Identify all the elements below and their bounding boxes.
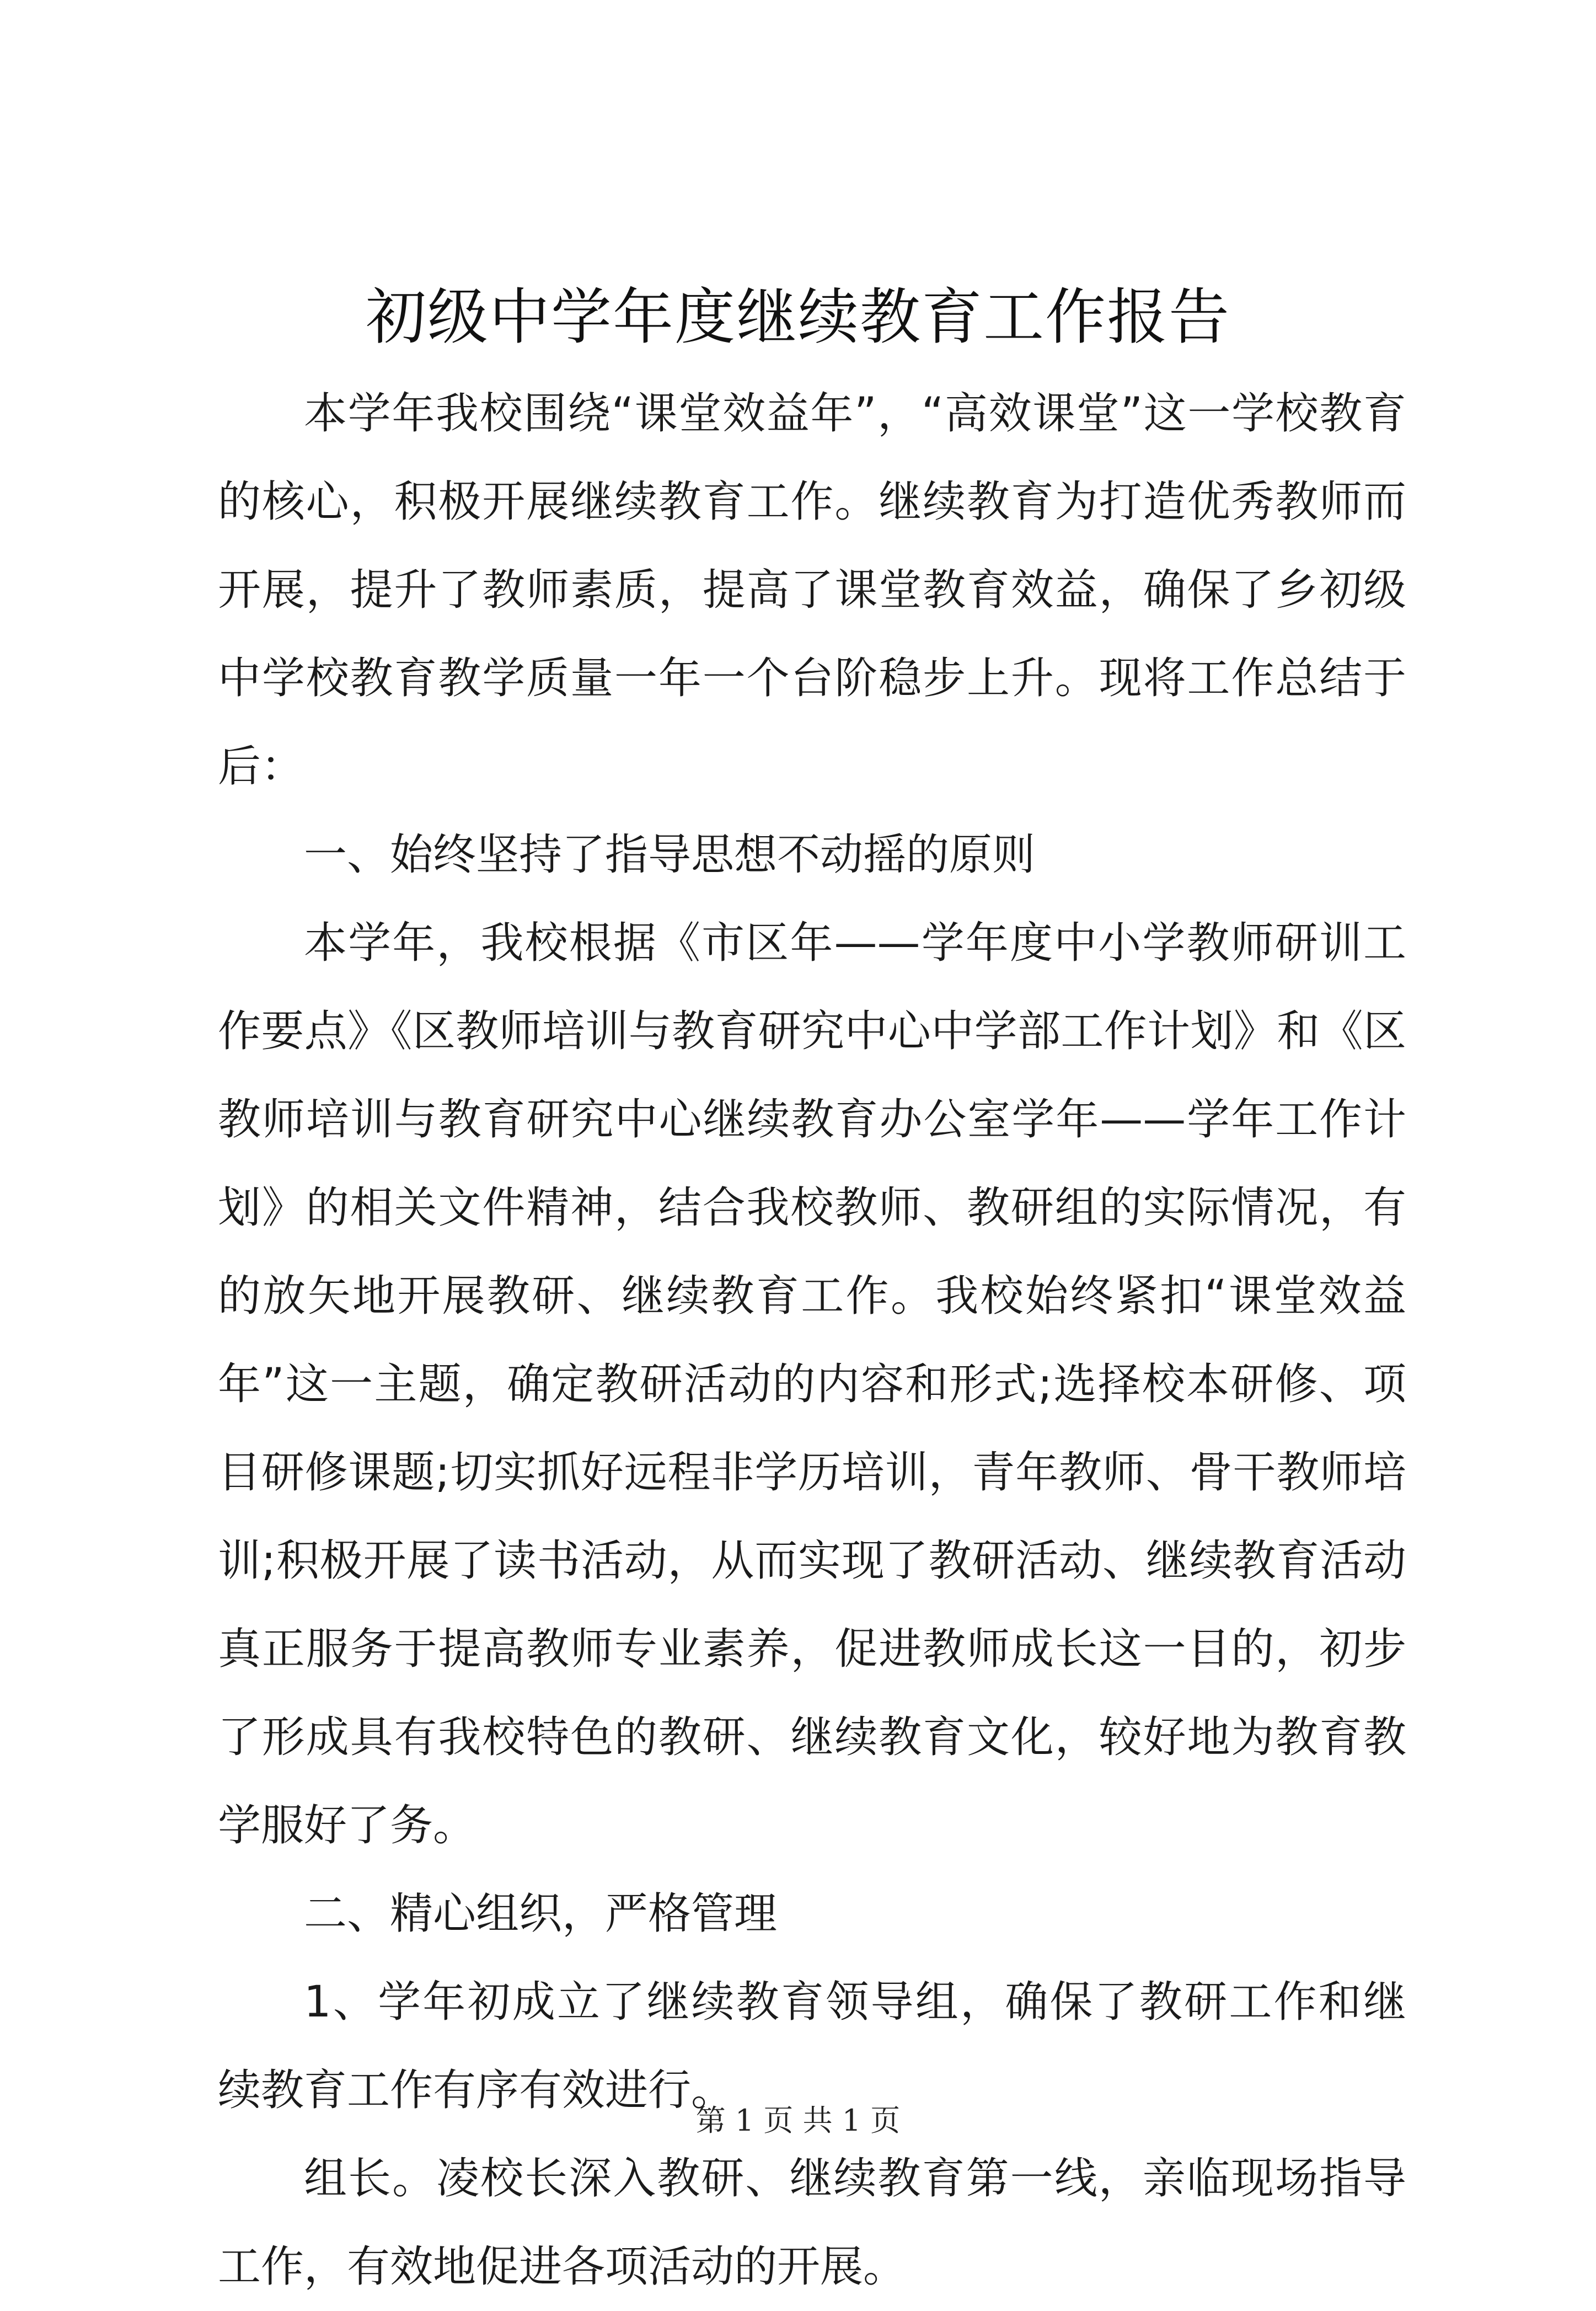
section-heading-1: 一、始终坚持了指导思想不动摇的原则: [304, 830, 1036, 880]
paragraph-section-1: 本学年，我校根据《市区年——学年度中小学教师研训工作要点》《区教师培训与教育研究中心中学部工作计划》和《区教师培训与教育研究中心继续教育办公室学年——学年工作计划》的相关文件精神，结合我校教师、教研组的实际情况，有的放矢地开展教研、继续教育工作。我校始终紧扣“课堂效益年”这一主题，确定教研活动的内容和形式;选择校本研修、项目研修课题;切实抓好远程非学历培训，青年教师、骨干教师培训;积极开展了读书活动，从而实现了教研活动、继续教育活动真正服务于提高教师专业素养，促进教师成长这一目的，初步了形成具有我校特色的教研、继续教育文化，较好地为教育教学服好了务。: [218, 918, 1407, 1850]
document-body: [218, 370, 1406, 2311]
paragraph-group-leader: 组长。凌校长深入教研、继续教育第一线，亲临现场指导工作，有效地促进各项活动的开展。: [218, 2154, 1406, 2292]
paragraph-item-1: 1、学年初成立了继续教育领导组，确保了教研工作和继续教育工作有序有效进行。: [218, 1977, 1406, 2115]
page-footer: 第 1 页 共 1 页: [695, 2103, 901, 2138]
paragraph-intro: 本学年我校围绕“课堂效益年”，“高效课堂”这一学校教育的核心，积极开展继续教育工作。继续教育为打造优秀教师而开展，提升了教师素质，提高了课堂教育效益，确保了乡初级中学校教育教学质量一年一个台阶稳步上升。现将工作总结于后：: [218, 389, 1406, 791]
section-heading-2: 二、精心组织，严格管理: [304, 1889, 778, 1939]
document-title: 初级中学年度继续教育工作报告: [366, 282, 1230, 352]
